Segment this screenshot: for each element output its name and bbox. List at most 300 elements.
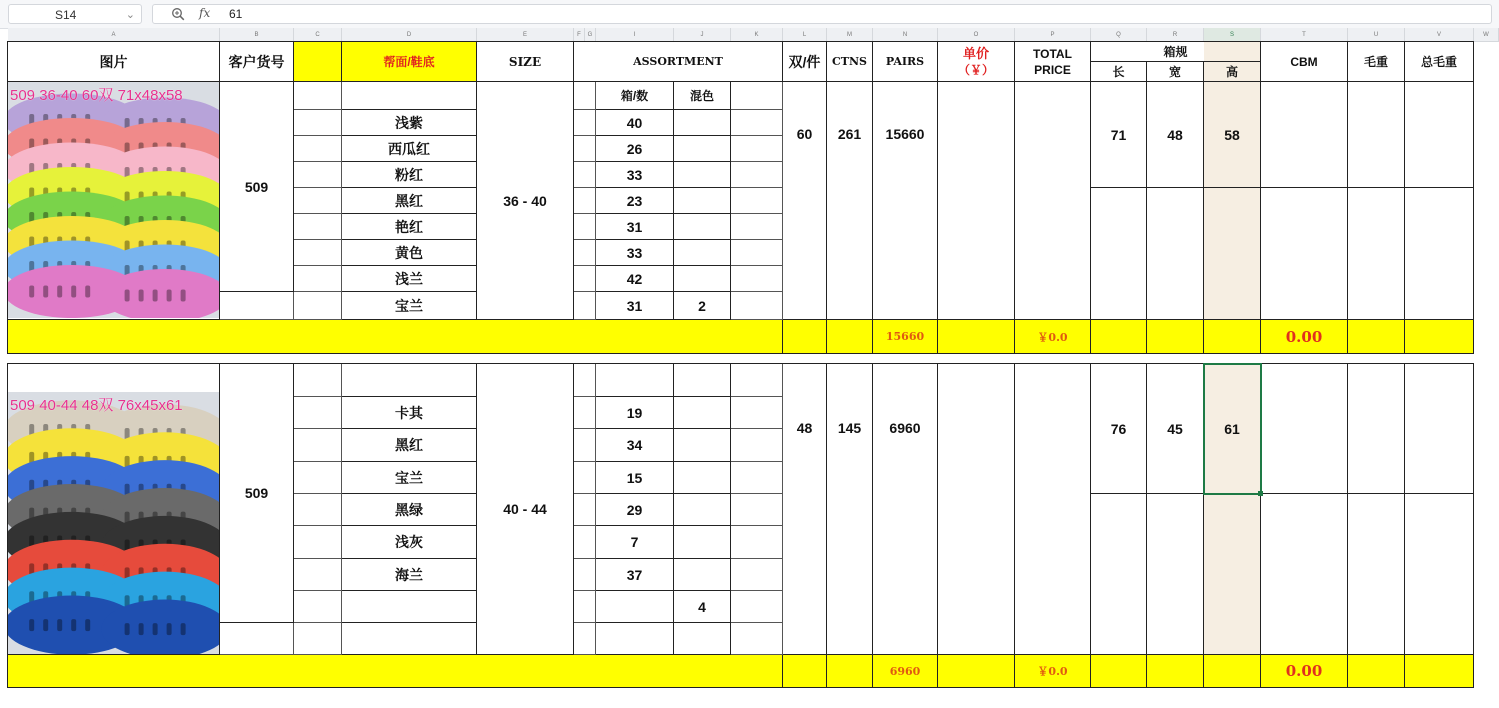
header-image-text: 图片 [99, 53, 128, 70]
size-cell-text: 36 - 40 [503, 192, 547, 209]
pairs-per-ctn-cell-text: 60 [796, 126, 813, 142]
color-name-cell[interactable] [342, 591, 477, 623]
total-price-cell[interactable] [1015, 364, 1091, 655]
header-carton-spec-text: 箱规 [1163, 45, 1188, 59]
pairs-per-ctn-cell[interactable] [783, 82, 827, 320]
pairs-per-ctn-cell-text: 48 [796, 420, 813, 436]
empty-cell[interactable] [1348, 494, 1405, 655]
empty-cell[interactable] [574, 136, 596, 162]
assortment-qty-cell[interactable] [596, 266, 674, 292]
assortment-qty-cell[interactable] [596, 559, 674, 591]
mixed-color-cell[interactable] [674, 240, 731, 266]
header-image [8, 42, 220, 82]
width-cell-text: 48 [1167, 126, 1183, 143]
assortment-qty-cell-text: 26 [626, 140, 643, 157]
subtotal-cell[interactable] [1204, 320, 1261, 354]
ctns-cell[interactable] [827, 82, 873, 320]
empty-cell[interactable] [1261, 188, 1348, 320]
column-header-K[interactable]: K [731, 28, 783, 42]
column-header-B[interactable]: B [220, 28, 294, 42]
empty-cell[interactable] [1261, 494, 1348, 655]
mixed-color-cell[interactable] [674, 526, 731, 559]
assortment-qty-cell[interactable] [596, 397, 674, 429]
empty-cell[interactable] [294, 110, 342, 136]
size-cell[interactable] [477, 82, 574, 320]
assortment-qty-cell[interactable] [596, 188, 674, 214]
subtotal-cell[interactable] [783, 320, 827, 354]
assortment-qty-cell-text: 箱/数 [620, 89, 649, 103]
header-ctns-text: CTNS [832, 55, 867, 68]
mixed-color-cell[interactable] [674, 462, 731, 494]
size-cell[interactable] [477, 364, 574, 655]
empty-cell[interactable] [294, 214, 342, 240]
color-name-cell-text: 浅兰 [395, 270, 423, 287]
assortment-qty-cell[interactable] [596, 429, 674, 462]
header-total-price-line: TOTAL [1033, 46, 1072, 61]
mixed-color-cell-text: 4 [698, 598, 706, 615]
mixed-color-cell[interactable] [674, 429, 731, 462]
subtotal-cell[interactable] [827, 320, 873, 354]
header-blank-yellow [294, 42, 342, 82]
mixed-color-cell[interactable] [674, 559, 731, 591]
mixed-color-cell[interactable] [674, 364, 731, 397]
pairs-cell[interactable] [873, 82, 938, 320]
ctns-cell-text: 145 [837, 420, 862, 436]
column-header-C[interactable]: C [294, 28, 342, 42]
empty-cell[interactable] [1204, 494, 1261, 655]
assortment-qty-cell-text: 7 [630, 534, 639, 550]
header-carton-spec [1091, 42, 1261, 62]
subtotal-cell[interactable] [1091, 320, 1147, 354]
subtotal-label-cell [8, 655, 783, 688]
empty-cell[interactable] [1204, 188, 1261, 320]
color-name-cell[interactable] [342, 429, 477, 462]
mixed-color-cell[interactable] [674, 397, 731, 429]
mixed-color-cell[interactable] [674, 110, 731, 136]
color-name-cell[interactable] [342, 188, 477, 214]
empty-cell[interactable] [731, 364, 783, 397]
assortment-qty-cell-text: 42 [626, 270, 643, 287]
empty-cell[interactable] [731, 591, 783, 623]
assortment-qty-cell[interactable] [596, 591, 674, 623]
color-name-cell[interactable] [342, 364, 477, 397]
header-upper-sole-text: 帮面/鞋底 [383, 55, 435, 69]
ctns-cell[interactable] [827, 364, 873, 655]
header-size-text: SIZE [508, 54, 542, 69]
mixed-color-cell[interactable] [674, 188, 731, 214]
customer-no-cell[interactable] [220, 82, 294, 292]
header-cbm [1261, 42, 1348, 82]
column-header-I[interactable]: I [596, 28, 674, 42]
assortment-qty-cell[interactable] [596, 82, 674, 110]
empty-cell[interactable] [731, 266, 783, 292]
customer-no-cell-text: 509 [244, 178, 269, 195]
header-unit-price [938, 42, 1015, 82]
header-ctns [827, 42, 873, 82]
empty-cell[interactable] [1348, 188, 1405, 320]
width-cell-text: 45 [1167, 420, 1183, 437]
column-header-T[interactable]: T [1261, 28, 1348, 42]
header-customer-no [220, 42, 294, 82]
color-name-cell-text: 海兰 [395, 566, 423, 583]
image-cell[interactable] [8, 82, 220, 320]
header-pairs-per-ctn-text: 双/件 [788, 53, 821, 70]
empty-cell[interactable] [731, 136, 783, 162]
empty-cell[interactable] [731, 188, 783, 214]
size-cell-text: 40 - 44 [503, 501, 547, 517]
header-unit-price-line: （￥） [957, 62, 994, 77]
assortment-qty-cell-text: 31 [626, 297, 643, 314]
subtotal-pairs-cell-text: 15660 [885, 330, 925, 343]
assortment-qty-cell[interactable] [596, 494, 674, 526]
empty-cell[interactable] [294, 240, 342, 266]
empty-cell[interactable] [574, 591, 596, 623]
photo-caption: 509 40-44 48双 76x45x61 [10, 397, 183, 414]
empty-cell[interactable] [294, 266, 342, 292]
header-customer-no-text: 客户货号 [228, 53, 285, 70]
empty-cell[interactable] [1405, 494, 1474, 655]
cbm-cell[interactable] [1261, 82, 1348, 188]
color-name-cell[interactable] [342, 526, 477, 559]
subtotal-cell[interactable] [1147, 320, 1204, 354]
column-header-R[interactable]: R [1147, 28, 1204, 42]
subtotal-cell[interactable] [783, 655, 827, 688]
header-upper-sole [342, 42, 477, 82]
zoom-icon[interactable] [171, 7, 185, 21]
formula-input[interactable] [152, 4, 1492, 24]
mixed-color-cell-text: 混色 [689, 89, 714, 103]
assortment-qty-cell[interactable] [596, 462, 674, 494]
header-total-gross-weight [1405, 42, 1474, 82]
color-name-cell[interactable] [342, 214, 477, 240]
height-cell-text: 61 [1224, 420, 1240, 437]
grid-border [7, 41, 1474, 42]
assortment-qty-cell-text: 33 [626, 166, 643, 183]
empty-cell[interactable] [574, 162, 596, 188]
empty-cell[interactable] [574, 397, 596, 429]
column-header-W[interactable]: W [1474, 28, 1499, 42]
empty-cell[interactable] [731, 82, 783, 110]
mixed-color-cell[interactable] [674, 162, 731, 188]
header-gross-weight-text: 毛重 [1363, 55, 1388, 69]
color-name-cell-text: 黑绿 [395, 501, 423, 518]
mixed-color-cell[interactable] [674, 494, 731, 526]
empty-cell[interactable] [294, 526, 342, 559]
subtotal-cbm-cell-text: 0.00 [1285, 662, 1323, 680]
header-height-text: 高 [1225, 65, 1238, 79]
color-name-cell[interactable] [342, 623, 477, 655]
assortment-qty-cell[interactable] [596, 623, 674, 655]
subtotal-cbm-cell[interactable] [1261, 320, 1348, 354]
subtotal-pairs-cell-text: 6960 [889, 664, 921, 678]
color-name-cell-text: 卡其 [395, 404, 423, 421]
color-name-cell[interactable] [342, 240, 477, 266]
empty-cell[interactable] [574, 214, 596, 240]
empty-cell[interactable] [220, 623, 294, 655]
empty-cell[interactable] [574, 526, 596, 559]
color-name-cell-text: 黄色 [395, 244, 423, 261]
width-cell[interactable] [1147, 82, 1204, 188]
empty-cell[interactable] [294, 136, 342, 162]
subtotal-cell[interactable] [1348, 320, 1405, 354]
gross-weight-cell[interactable] [1348, 82, 1405, 188]
color-name-cell[interactable] [342, 559, 477, 591]
length-cell[interactable] [1091, 364, 1147, 494]
grid-border [7, 42, 8, 354]
empty-cell[interactable] [574, 292, 596, 320]
empty-cell[interactable] [574, 240, 596, 266]
photo-caption: 509 36-40 60双 71x48x58 [10, 87, 183, 104]
assortment-qty-cell-text: 37 [626, 566, 643, 583]
color-name-cell[interactable] [342, 292, 477, 320]
assortment-qty-cell-text: 34 [626, 437, 643, 453]
assortment-qty-cell-text: 33 [626, 244, 643, 261]
mixed-color-cell[interactable] [674, 82, 731, 110]
subtotal-total-price-cell[interactable] [1015, 655, 1091, 688]
empty-cell[interactable] [574, 364, 596, 397]
header-pairs-text: PAIRS [885, 55, 925, 68]
empty-cell[interactable] [294, 162, 342, 188]
empty-cell[interactable] [731, 429, 783, 462]
length-cell[interactable] [1091, 82, 1147, 188]
total-price-cell[interactable] [1015, 82, 1091, 320]
empty-cell[interactable] [574, 266, 596, 292]
empty-cell[interactable] [294, 462, 342, 494]
gross-weight-cell[interactable] [1348, 364, 1405, 494]
mixed-color-cell[interactable] [674, 136, 731, 162]
total-gross-weight-cell[interactable] [1405, 82, 1474, 188]
length-cell-text: 76 [1110, 420, 1127, 437]
empty-cell[interactable] [574, 429, 596, 462]
header-pairs-per-ctn [783, 42, 827, 82]
subtotal-cell[interactable] [1147, 655, 1204, 688]
color-name-cell[interactable] [342, 162, 477, 188]
empty-cell[interactable] [294, 591, 342, 623]
assortment-qty-cell-text: 15 [626, 469, 643, 486]
cbm-cell[interactable] [1261, 364, 1348, 494]
empty-cell[interactable] [731, 526, 783, 559]
column-header-P[interactable]: P [1015, 28, 1091, 42]
subtotal-cell[interactable] [1348, 655, 1405, 688]
assortment-qty-cell[interactable] [596, 136, 674, 162]
color-name-cell-text: 黑红 [395, 192, 423, 209]
header-width-text: 宽 [1168, 65, 1181, 79]
subtotal-cbm-cell[interactable] [1261, 655, 1348, 688]
color-name-cell-text: 浅灰 [395, 534, 423, 550]
empty-cell[interactable] [731, 462, 783, 494]
subtotal-pairs-cell[interactable] [873, 320, 938, 354]
mixed-color-cell-text: 2 [698, 297, 706, 314]
pairs-cell-text: 6960 [889, 420, 921, 436]
color-name-cell[interactable] [342, 462, 477, 494]
empty-cell[interactable] [731, 623, 783, 655]
assortment-qty-cell-text: 19 [626, 404, 643, 421]
column-header-L[interactable]: L [783, 28, 827, 42]
customer-no-cell[interactable] [220, 364, 294, 623]
color-name-cell-text: 宝兰 [395, 297, 423, 314]
assortment-qty-cell[interactable] [596, 240, 674, 266]
column-header-O[interactable]: O [938, 28, 1015, 42]
subtotal-total-price-cell-text: ￥0.0 [1037, 665, 1068, 678]
mixed-color-cell[interactable] [674, 292, 731, 320]
empty-cell[interactable] [294, 623, 342, 655]
empty-cell[interactable] [731, 240, 783, 266]
grid-border [7, 363, 1474, 364]
subtotal-label-cell [8, 320, 783, 354]
assortment-qty-cell-text: 23 [626, 192, 643, 209]
subtotal-cell[interactable] [938, 655, 1015, 688]
column-header-V[interactable]: V [1405, 28, 1474, 42]
header-gross-weight [1348, 42, 1405, 82]
width-cell[interactable] [1147, 364, 1204, 494]
empty-cell[interactable] [731, 214, 783, 240]
header-assortment [574, 42, 783, 82]
empty-cell[interactable] [574, 623, 596, 655]
empty-cell[interactable] [294, 559, 342, 591]
column-header-E[interactable]: E [477, 28, 574, 42]
empty-cell[interactable] [574, 494, 596, 526]
subtotal-cbm-cell-text: 0.00 [1285, 327, 1323, 346]
column-header-M[interactable]: M [827, 28, 873, 42]
header-pairs [873, 42, 938, 82]
empty-cell[interactable] [294, 188, 342, 214]
name-box[interactable] [8, 4, 142, 24]
color-name-cell[interactable] [342, 136, 477, 162]
unit-price-cell[interactable] [938, 82, 1015, 320]
pairs-cell-text: 15660 [885, 126, 925, 142]
grid-border [7, 364, 8, 688]
assortment-qty-cell[interactable] [596, 526, 674, 559]
empty-cell[interactable] [1091, 188, 1147, 320]
empty-cell[interactable] [731, 397, 783, 429]
column-header-A[interactable]: A [8, 28, 220, 42]
subtotal-total-price-cell-text: ￥0.0 [1037, 330, 1068, 344]
empty-cell[interactable] [294, 364, 342, 397]
color-name-cell[interactable] [342, 82, 477, 110]
column-header-Q[interactable]: Q [1091, 28, 1147, 42]
subtotal-cell[interactable] [1405, 655, 1474, 688]
ctns-cell-text: 261 [837, 126, 862, 142]
color-name-cell[interactable] [342, 266, 477, 292]
empty-cell[interactable] [294, 82, 342, 110]
height-cell[interactable] [1204, 364, 1261, 494]
mixed-color-cell[interactable] [674, 214, 731, 240]
chevron-down-icon[interactable]: ⌄ [125, 9, 135, 21]
header-cbm-text: CBM [1290, 54, 1318, 69]
empty-cell[interactable] [574, 559, 596, 591]
empty-cell[interactable] [294, 397, 342, 429]
empty-cell[interactable] [574, 462, 596, 494]
empty-cell[interactable] [731, 292, 783, 320]
header-length [1091, 62, 1147, 82]
subtotal-cell[interactable] [1405, 320, 1474, 354]
subtotal-total-price-cell[interactable] [1015, 320, 1091, 354]
color-name-cell[interactable] [342, 397, 477, 429]
header-assortment-text: ASSORTMENT [633, 55, 723, 68]
column-header-J[interactable]: J [674, 28, 731, 42]
empty-cell[interactable] [294, 494, 342, 526]
assortment-qty-cell[interactable] [596, 364, 674, 397]
color-name-cell-text: 宝兰 [395, 469, 423, 486]
header-unit-price-line: 单价 [962, 45, 989, 61]
column-header-N[interactable]: N [873, 28, 938, 42]
assortment-qty-cell-text: 31 [626, 218, 643, 235]
empty-cell[interactable] [1147, 494, 1204, 655]
formula-value: 61 [229, 7, 243, 21]
mixed-color-cell[interactable] [674, 266, 731, 292]
subtotal-cell[interactable] [1091, 655, 1147, 688]
header-total-gross-weight-text: 总毛重 [1420, 55, 1457, 69]
column-header-F[interactable]: F [574, 28, 585, 42]
length-cell-text: 71 [1110, 126, 1127, 143]
color-name-cell-text: 浅紫 [395, 114, 423, 131]
pairs-per-ctn-cell[interactable] [783, 364, 827, 655]
height-cell[interactable] [1204, 82, 1261, 188]
color-name-cell-text: 西瓜红 [388, 140, 430, 157]
subtotal-cell[interactable] [938, 320, 1015, 354]
subtotal-cell[interactable] [827, 655, 873, 688]
empty-cell[interactable] [574, 188, 596, 214]
customer-no-cell-text: 509 [244, 485, 269, 501]
header-height [1204, 62, 1261, 82]
header-total-price [1015, 42, 1091, 82]
subtotal-cell[interactable] [1204, 655, 1261, 688]
unit-price-cell[interactable] [938, 364, 1015, 655]
empty-cell[interactable] [574, 82, 596, 110]
empty-cell[interactable] [731, 559, 783, 591]
color-name-cell[interactable] [342, 110, 477, 136]
empty-cell[interactable] [731, 162, 783, 188]
color-name-cell-text: 黑红 [395, 437, 423, 453]
column-header-G[interactable]: G [585, 28, 596, 42]
header-length-text: 长 [1112, 65, 1125, 79]
color-name-cell-text: 粉红 [395, 166, 423, 183]
empty-cell[interactable] [731, 110, 783, 136]
pairs-cell[interactable] [873, 364, 938, 655]
column-header-D[interactable]: D [342, 28, 477, 42]
mixed-color-cell[interactable] [674, 591, 731, 623]
assortment-qty-cell[interactable] [596, 110, 674, 136]
assortment-qty-cell[interactable] [596, 292, 674, 320]
mixed-color-cell[interactable] [674, 623, 731, 655]
assortment-qty-cell-text: 29 [626, 501, 643, 518]
color-name-cell[interactable] [342, 494, 477, 526]
empty-cell[interactable] [220, 292, 294, 320]
fx-icon: fx [199, 6, 211, 20]
empty-cell[interactable] [294, 292, 342, 320]
height-cell-text: 58 [1224, 126, 1240, 143]
column-header-S[interactable]: S [1204, 28, 1261, 42]
empty-cell[interactable] [1091, 494, 1147, 655]
header-width [1147, 62, 1204, 82]
empty-cell[interactable] [731, 494, 783, 526]
total-gross-weight-cell[interactable] [1405, 364, 1474, 494]
column-header-U[interactable]: U [1348, 28, 1405, 42]
empty-cell[interactable] [1405, 188, 1474, 320]
assortment-qty-cell[interactable] [596, 162, 674, 188]
image-cell[interactable] [8, 364, 220, 655]
empty-cell[interactable] [294, 429, 342, 462]
empty-cell[interactable] [1147, 188, 1204, 320]
assortment-qty-cell[interactable] [596, 214, 674, 240]
header-total-price-line: PRICE [1034, 62, 1071, 77]
header-size [477, 42, 574, 82]
empty-cell[interactable] [574, 110, 596, 136]
fill-handle[interactable] [1258, 491, 1263, 496]
cell-reference: S14 [55, 8, 77, 22]
formula-bar [0, 0, 1499, 29]
subtotal-pairs-cell[interactable] [873, 655, 938, 688]
